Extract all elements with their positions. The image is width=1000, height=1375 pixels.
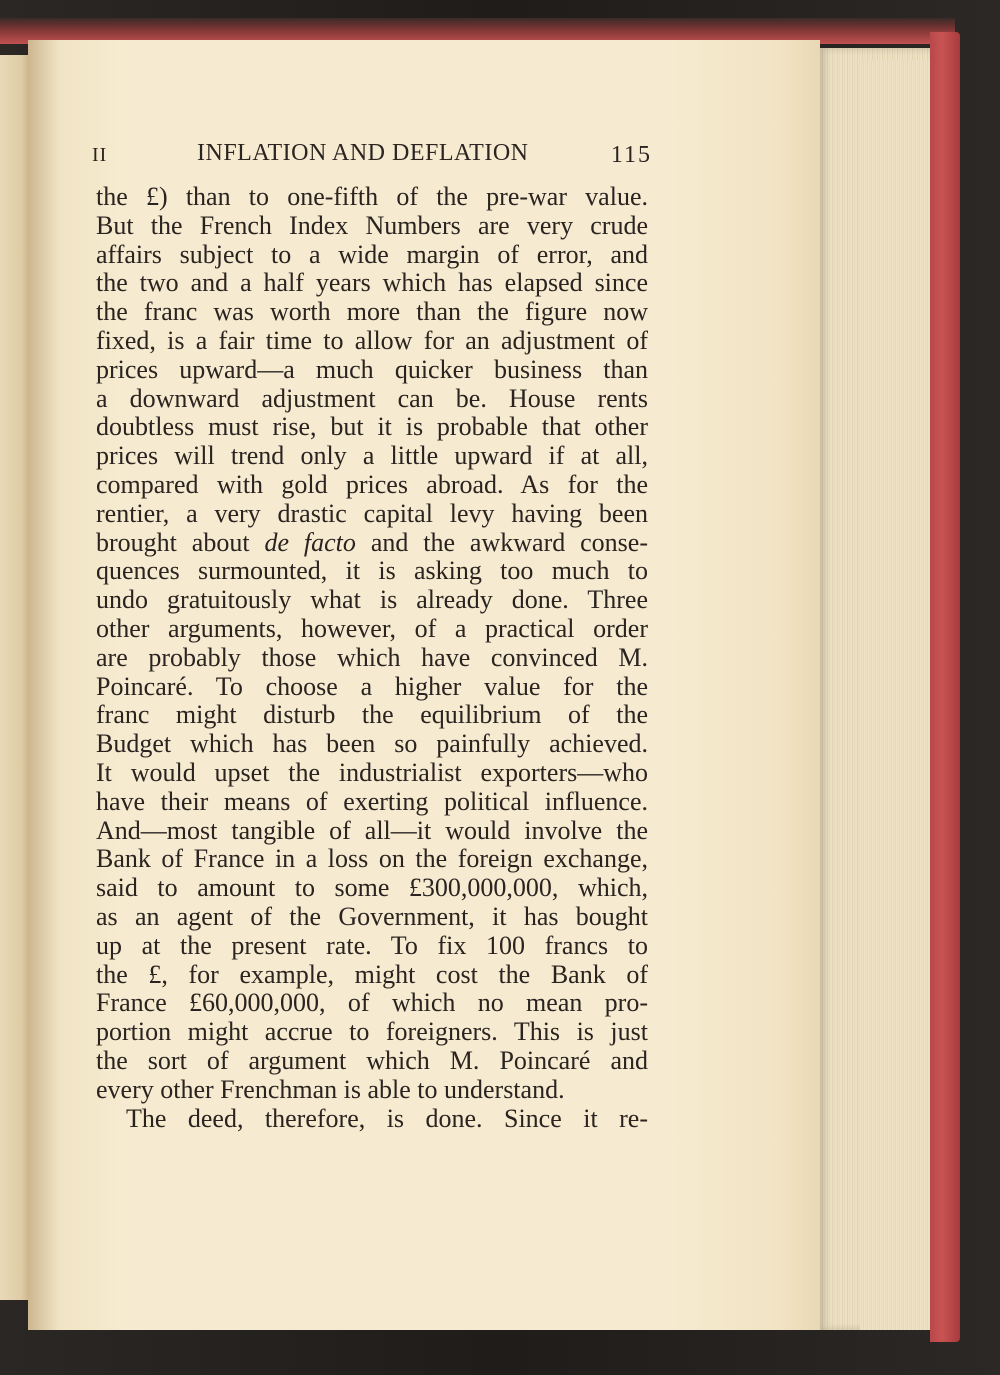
text-line: are probably those which have convinced M. [96, 643, 648, 672]
text-line: as an agent of the Government, it has bought [96, 902, 648, 931]
text-line: fixed, is a fair time to allow for an adjustment of [96, 326, 648, 355]
chapter-number: II [92, 144, 108, 166]
book-cover-right-edge [930, 32, 960, 1342]
text-line: the £) than to one-fifth of the pre-war value. [96, 183, 648, 211]
text-line: up at the present rate. To fix 100 francs to [96, 931, 648, 960]
text-line: the sort of argument which M. Poincaré and [96, 1046, 648, 1075]
text-line: quences surmounted, it is asking too much to [96, 557, 648, 586]
text-line: undo gratuitously what is already done. Three [96, 586, 648, 615]
text-line: the £, for example, might cost the Bank of [96, 960, 648, 989]
body-text [96, 183, 648, 1133]
page-number: 115 [610, 142, 652, 168]
text-line: the two and a half years which has elapsed since [96, 269, 648, 298]
text-line: But the French Index Numbers are very crude [96, 211, 648, 240]
text-line: affairs subject to a wide margin of error, and [96, 240, 648, 269]
text-line: rentier, a very drastic capital levy having been [96, 499, 648, 528]
text-line: France £60,000,000, of which no mean pro- [96, 989, 648, 1018]
text-line: compared with gold prices abroad. As for the [96, 470, 648, 499]
text-fragment: and the awkward conse- [355, 528, 648, 557]
text-line: a downward adjustment can be. House rents [96, 384, 648, 413]
text-line: other arguments, however, of a practical order [96, 614, 648, 643]
text-line: have their means of exerting political influence. [96, 787, 648, 816]
text-line: every other Frenchman is able to understand. [96, 1075, 565, 1104]
text-line: Poincaré. To choose a higher value for the [96, 672, 648, 701]
text-line: prices will trend only a little upward if at all, [96, 442, 648, 471]
running-head [92, 140, 652, 176]
text-line: It would upset the industrialist exporters—who [96, 758, 648, 787]
text-line: Bank of France in a loss on the foreign exchange, [96, 845, 648, 874]
text-fragment: brought about [96, 528, 265, 557]
text-line: portion might accrue to foreigners. This is just [96, 1018, 648, 1047]
italic-phrase: de facto [264, 528, 356, 557]
facing-page-edge [0, 55, 30, 1300]
text-line: franc might disturb the equilibrium of the [96, 701, 648, 730]
text-line: the franc was worth more than the figure now [96, 298, 648, 327]
page-stack-inner [860, 60, 930, 1330]
text-line: said to amount to some £300,000,000, which, [96, 874, 648, 903]
text-line: Budget which has been so painfully achieved. [96, 730, 648, 759]
text-line: prices upward—a much quicker business than [96, 355, 648, 384]
text-line: And—most tangible of all—it would involve the [96, 816, 648, 845]
text-line: doubtless must rise, but it is probable that other [96, 413, 648, 442]
running-head-title: INFLATION AND DEFLATION [197, 140, 529, 166]
text-line-paragraph-start: The deed, therefore, is done. Since it re- [126, 1104, 648, 1133]
text-line-italic [96, 529, 648, 558]
